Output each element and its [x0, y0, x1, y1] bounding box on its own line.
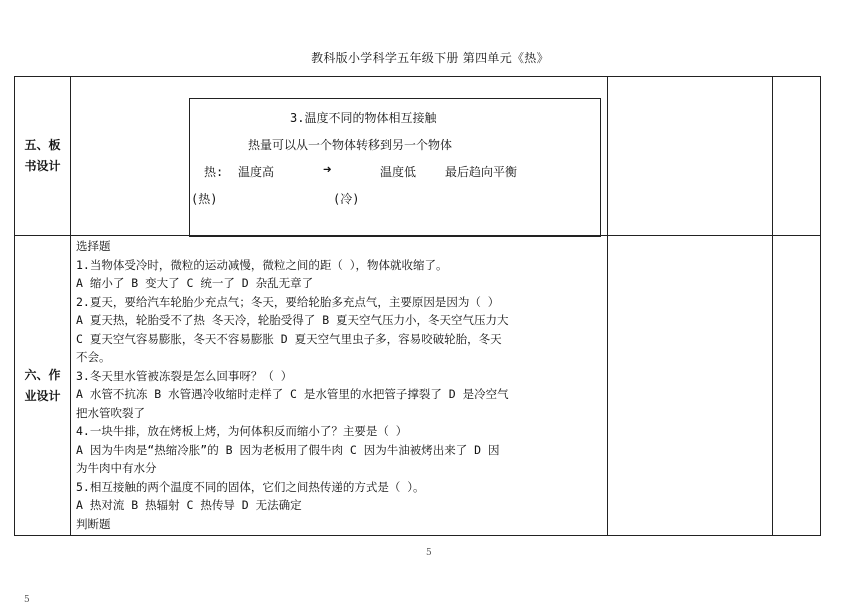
right-arrow-icon: ➜: [323, 162, 332, 178]
page-header-title: 教科版小学科学五年级下册 第四单元《热》: [311, 51, 549, 65]
homework-line: A 热对流 B 热辐射 C 热传导 D 无法确定: [76, 498, 302, 512]
homework-empty-cell-2: [773, 236, 821, 536]
homework-label-line-1: 六、作: [24, 367, 61, 382]
page-number-center: 5: [426, 548, 432, 558]
homework-line: 1.当物体受冷时，微粒的运动减慢，微粒之间的距（ ），物体就收缩了。: [76, 257, 448, 272]
homework-line: 5.相互接触的两个温度不同的固体，它们之间热传递的方式是（ ）。: [76, 479, 425, 494]
hot-note: (热): [191, 192, 218, 206]
board-subtitle: 热量可以从一个物体转移到另一个物体: [248, 138, 453, 152]
lesson-plan-table: [14, 76, 821, 536]
homework-design-row: [15, 236, 821, 536]
board-design-cell: [71, 77, 608, 236]
balance-label: 最后趋向平衡: [445, 165, 518, 179]
homework-line: 2.夏天，要给汽车轮胎少充点气；冬天，要给轮胎多充点气，主要原因是因为（ ）: [76, 294, 500, 309]
homework-empty-cell-1: [608, 236, 773, 536]
low-temp-label: 温度低: [380, 165, 417, 179]
homework-line: 为牛肉中有水分: [76, 461, 157, 475]
homework-line: 判断题: [76, 516, 111, 531]
homework-line: A 缩小了 B 变大了 C 统一了 D 杂乱无章了: [76, 276, 314, 290]
page-number-corner: 5: [24, 595, 30, 605]
homework-line: A 夏天热，轮胎受不了热 冬天冷，轮胎受得了 B 夏天空气压力小，冬天空气压力大: [76, 313, 509, 327]
board-label-line-2: 书设计: [24, 159, 61, 173]
cold-note: (冷): [333, 192, 360, 206]
high-temp-label: 温度高: [238, 165, 275, 179]
homework-line: A 水管不抗冻 B 水管遇冷收缩时走样了 C 是水管里的水把管子撑裂了 D 是冷空气: [76, 387, 509, 401]
homework-line: 3.冬天里水管被冻裂是怎么回事呀？（ ）: [76, 368, 293, 383]
heat-label: 热:: [204, 165, 224, 179]
board-title: 3.温度不同的物体相互接触: [290, 111, 437, 125]
homework-line: 把水管吹裂了: [76, 405, 145, 420]
board-empty-cell-1: [608, 77, 773, 236]
homework-content-cell: [71, 236, 608, 536]
homework-line: 4.一块牛排，放在烤板上烤，为何体积反而缩小了？主要是（ ）: [76, 424, 408, 438]
homework-line: 不会。: [76, 350, 111, 364]
homework-label-line-2: 业设计: [24, 388, 61, 403]
homework-line: 选择题: [76, 239, 111, 253]
blackboard-box: [189, 98, 601, 237]
homework-line: A 因为牛肉是“热缩冷胀”的 B 因为老板用了假牛肉 C 因为牛油被烤出来了 D 因: [76, 442, 500, 457]
homework-design-label: [15, 236, 71, 536]
homework-line: C 夏天空气容易膨胀，冬天不容易膨胀 D 夏天空气里虫子多，容易咬破轮胎，冬天: [76, 331, 502, 346]
board-design-label: [15, 77, 71, 236]
board-design-row: [15, 77, 821, 236]
board-label-line-1: 五、板: [24, 138, 61, 152]
board-empty-cell-2: [773, 77, 821, 236]
